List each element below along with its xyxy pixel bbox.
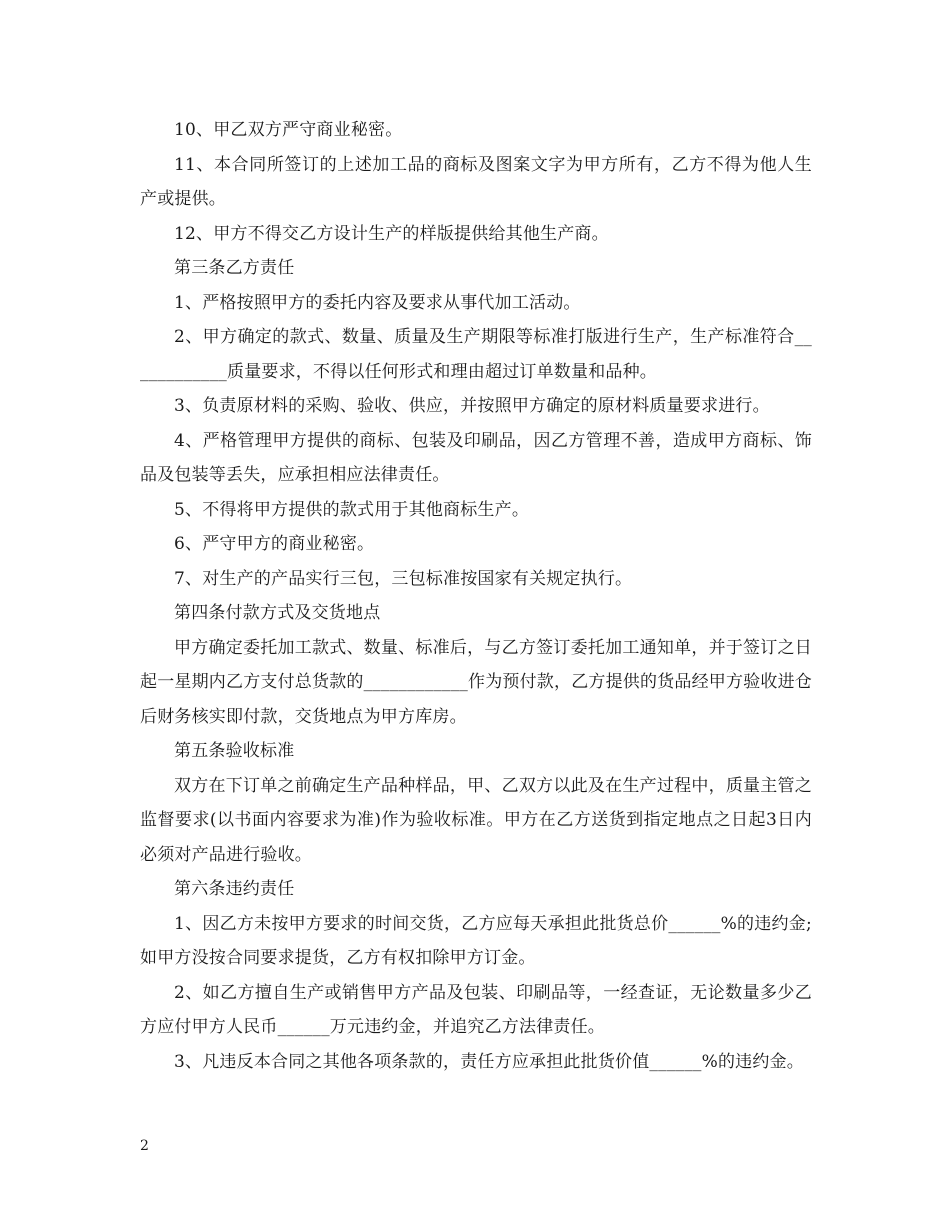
document-body xyxy=(140,113,812,1079)
paragraph-article-3-item-1: 1、严格按照甲方的委托内容及要求从事代加工活动。 xyxy=(174,292,581,313)
paragraph-clause-10: 10、甲乙双方严守商业秘密。 xyxy=(174,120,403,140)
paragraph-article-3-item-3: 3、负责原材料的采购、验收、供应，并按照甲方确定的原材料质量要求进行。 xyxy=(174,396,770,416)
section-heading-article-3: 第三条乙方责任 xyxy=(174,258,295,278)
section-heading-article-4: 第四条付款方式及交货地点 xyxy=(174,603,381,623)
paragraph-article-4-body: 甲方确定委托加工款式、数量、标准后，与乙方签订委托加工通知单，并于签订之日起一星期内乙方支付总货款的____________作为预付款，乙方提供的货品经甲方验收进仓后财务核实即付款，交货地点为甲方库房。 xyxy=(140,637,812,727)
paragraph-article-6-item-1: 1、因乙方未按甲方要求的时间交货，乙方应每天承担此批货总价______%的违约金;如甲方没按合同要求提货，乙方有权扣除甲方订金。 xyxy=(140,913,812,968)
paragraph-article-6-item-3: 3、凡违反本合同之其他各项条款的，责任方应承担此批货价值______%的违约金。 xyxy=(174,1051,804,1072)
paragraph-article-3-item-2: 2、甲方确定的款式、数量、质量及生产期限等标准打版进行生产，生产标准符合____________质量要求，不得以任何形式和理由超过订单数量和品种。 xyxy=(140,327,812,382)
page-number: 2 xyxy=(140,1138,149,1154)
paragraph-article-6-item-2: 2、如乙方擅自生产或销售甲方产品及包装、印刷品等，一经查证，无论数量多少乙方应付甲方人民币______万元违约金，并追究乙方法律责任。 xyxy=(140,982,812,1037)
paragraph-clause-12: 12、甲方不得交乙方设计生产的样版提供给其他生产商。 xyxy=(174,223,609,244)
paragraph-article-3-item-7: 7、对生产的产品实行三包，三包标准按国家有关规定执行。 xyxy=(174,568,633,589)
paragraph-clause-11: 11、本合同所签订的上述加工品的商标及图案文字为甲方所有，乙方不得为他人生产或提供。 xyxy=(140,154,812,209)
section-heading-article-6: 第六条违约责任 xyxy=(174,879,295,899)
paragraph-article-3-item-5: 5、不得将甲方提供的款式用于其他商标生产。 xyxy=(174,499,530,520)
paragraph-article-3-item-4: 4、严格管理甲方提供的商标、包装及印刷品，因乙方管理不善，造成甲方商标、饰品及包装等丢失，应承担相应法律责任。 xyxy=(140,430,812,485)
paragraph-article-3-item-6: 6、严守甲方的商业秘密。 xyxy=(174,534,375,554)
section-heading-article-5: 第五条验收标准 xyxy=(174,741,295,761)
paragraph-article-5-body: 双方在下订单之前确定生产品种样品，甲、乙双方以此及在生产过程中，质量主管之监督要求(以书面内容要求为准)作为验收标准。甲方在乙方送货到指定地点之日起3日内必须对产品进行验收。 xyxy=(140,775,812,865)
